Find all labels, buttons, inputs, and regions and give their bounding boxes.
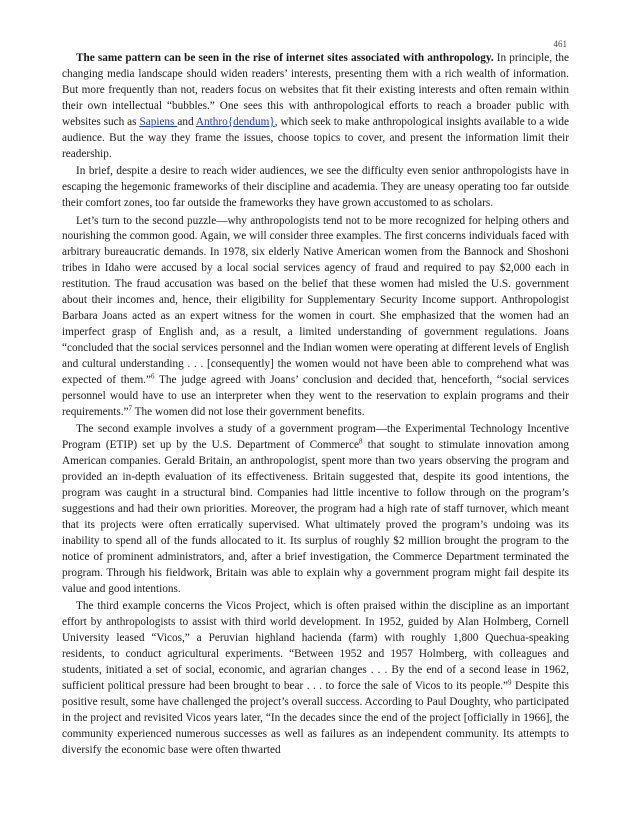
sapiens-link[interactable]: Sapiens — [139, 115, 178, 128]
footnote-ref-7[interactable]: 7 — [128, 404, 133, 413]
paragraph-text: Let’s turn to the second puzzle—why anthropologists tend not to be more recognized for helping others and nourishing the common good. Again, we will consider three examples. The first concerns individuals faced with arbitrary bureaucratic demands. In 1978, six elderly Native American women from the Bannock and Shoshoni tribes in Idaho were accused by a local social services agency of fraud and required to pay $2,000 each in restitution. The fraud accusation was based on the belief that these women had misled the U.S. government about their incomes and, hence, their eligibility for Supplementary Security Income support. Anthropologist Barbara Joans acted as an expert witness for the women in court. She emphasized that the women had an imperfect grasp of English and, as a result, a limited understanding of government regulations. Joans “concluded that the social services personnel and the Indian women were operating at different levels of English and cultural understanding . . . [consequently] the women would not have been able to comprehend what was expected of them.” — [62, 214, 569, 387]
paragraph-text: that sought to stimulate innovation among American companies. Gerald Britain, an anthropologist, spent more than two years observing the program and provided an in-depth evaluation of its effectiveness. Britain suggested that, despite its good intentions, the program was caught in a structural bind. Companies had little incentive to follow through on the program’s suggestions and had their own priorities. Moreover, the program had a high rate of staff turnover, which meant that its projects were often erratically supervised. What ultimately proved the program’s undoing was its inability to spend all of the funds allocated to it. Its surplus of roughly $2 million brought the program to the notice of prominent administrators, and, after a brief investigation, the Commerce Department terminated the program. Through his fieldwork, Britain was able to explain why a government program might fail despite its value and good intentions. — [62, 439, 570, 595]
paragraph-text: The judge agreed with Joans’ conclusion and decided that, henceforth, “social services personnel would have to use an interpreter when they went to the reservation to explain programs and their requirements.” — [62, 374, 569, 418]
paragraph-3 — [62, 214, 569, 421]
paragraph-text: The second example involves a study of a government program—the Experimental Technology Incentive Program (ETIP) set up by the U.S. Department of Commerce — [62, 423, 569, 452]
paragraph-2 — [62, 164, 569, 212]
paragraph-text: In brief, despite a desire to reach wider audiences, we see the difficulty even senior anthropologists have in escaping the hegemonic frameworks of their discipline and academia. They are uneasy operating too far outside their comfort zones, too far outside the frameworks they have grown accustomed to as scholars. — [62, 165, 569, 210]
page-number: 461 — [553, 39, 567, 49]
paragraph-text: The third example concerns the Vicos Project, which is often praised within the discipline as an important effort by anthropologists to assist with third world development. In 1952, guided by Alan Holmberg, Cornell University leased “Vicos,” a Peruvian highland hacienda (farm) with roughly 1,800 Quechua-speaking residents, to conduct agricultural experiments. “Between 1952 and 1957 Holmberg, with colleagues and students, initiated a set of social, economic, and agrarian changes . . . By the end of a second lease in 1962, sufficient political pressure had been brought to bear . . . to force the sale of Vicos to its people.” — [62, 600, 569, 693]
anthrodendum-link[interactable]: Anthro{dendum} — [195, 115, 275, 128]
footnote-ref-9[interactable]: 9 — [508, 678, 512, 687]
paragraph-text: Despite this positive result, some have challenged the project’s overall success. According to Paul Doughty, who participated in the project and revisited Vicos years later, “In the decades since the end of the project [officially in 1966], the community experienced numerous successes as well as failures as an independent community. Its attempts to diversify the economic base were often thwarted — [62, 680, 569, 756]
paragraph-4 — [62, 422, 569, 597]
paragraph-5 — [62, 599, 569, 759]
paragraph-text: , which seek to make anthropological insights available to a wide audience. But the way they frame the issues, choose topics to cover, and present the information limit their readership. — [62, 115, 570, 160]
footnote-ref-6[interactable]: 6 — [151, 372, 155, 381]
paragraph-1 — [62, 51, 569, 163]
paragraph-text: In principle, the changing media landscape should widen readers’ interests, presenting them with a rich wealth of information. But more frequently than not, readers focus on websites that fit their existing interests and often remain within their own intellectual “bubbles.” One sees this with anthropological efforts to reach a broader public with websites such as — [62, 52, 569, 128]
paragraph-text: The women did not lose their government benefits. — [132, 405, 365, 418]
paragraph-lead-sentence: The same pattern can be seen in the rise of internet sites associated with anthropology. — [76, 52, 494, 64]
body-text — [62, 51, 569, 760]
paragraph-text: and — [177, 115, 196, 128]
footnote-ref-8[interactable]: 8 — [358, 437, 363, 446]
